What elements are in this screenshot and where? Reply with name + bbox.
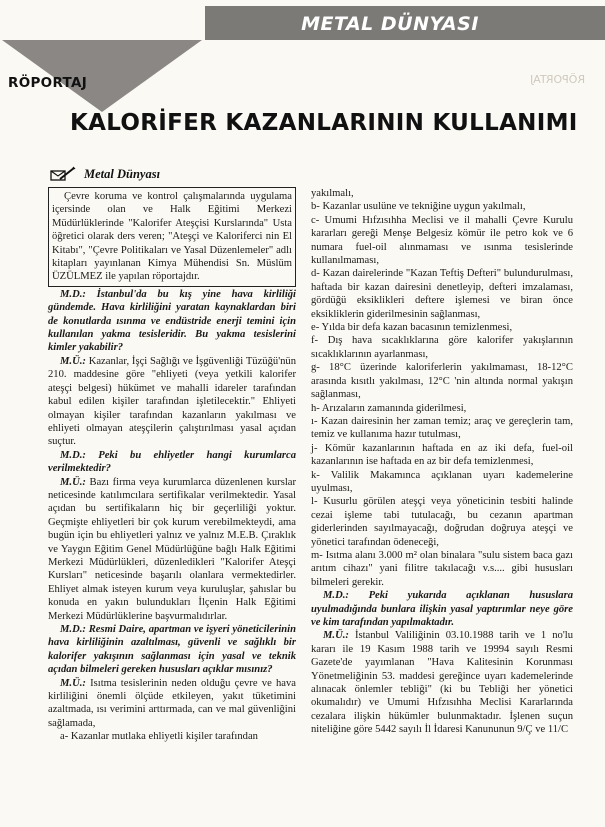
answer-speaker: M.Ü.: (60, 355, 86, 367)
list-item-a: a- Kazanlar mutlaka ehliyetli kişiler tarafından (60, 731, 258, 743)
list-item: b- Kazanlar usulüne ve tekniğine uygun yakılmalı, (311, 201, 526, 213)
answer-1-text: Kazanlar, İşçi Sağlığı ve İşgüvenliği Tüzüğü'nün 210. maddesine göre "ehliyeti (veya yetkili kalorifer ateşçi belgesi) hükümet ve mahalli idareler tarafından kabul edilen kişiler tarafından işletilecektir." Ehliyeti olmayan kişiler tarafından kazanların yakılması ve ehliyeti olmayan ateşçilerin çalıştırılması yasal açıdan suçtur. (48, 355, 296, 448)
left-column (48, 187, 296, 744)
right-column (311, 187, 573, 737)
list-item: g- 18°C üzerinde kaloriferlerin yakılmaması, 18-12°C arasında kısıtlı yakılması, 12°C 'nin altında normal yakışın sağlanması, (311, 362, 573, 401)
answer-speaker: M.Ü.: (60, 476, 86, 488)
intro-text: Çevre koruma ve kontrol çalışmalarında uygulama içersinde olan ve Halk Eğitimi Merkezi Müdürlüklerinde "Kalorifer Ateşçisi Kurslarında" Usta öğretici olarak ders veren; "Ateşçi ve Kaloriferci nin El Kitabı", "Çevre Politikaları ve Yasal Düzenlemeler" adlı kitapları yayınlanan Kimya Mühendisi Sn. Müslüm ÜZÜLMEZ ile yapılan röportajdır. (52, 191, 292, 283)
list-item: f- Dış hava sıcaklıklarına göre kalorifer yakışlarının sıcaklıklarının ayarlanması, (311, 335, 573, 360)
list-item-a-continued: yakılmalı, (311, 188, 354, 199)
list-item: l- Kusurlu görülen ateşçi veya yöneticinin tesbiti halinde cezai işleme tabi tutulacağı, bu cezanın apartman giderlerinden sayılmayacağı, doğrudan doğruya ateşçi ve yönetici tarafından ödeneceği, (311, 496, 573, 548)
show-through-rubric: RÖPORTAJ (530, 73, 586, 86)
list-item: j- Kömür kazanlarının haftada en az iki defa, fuel-oil kazanlarının ise haftada en az bir defa temizlenmesi, (311, 442, 573, 468)
list-item: d- Kazan dairelerinde "Kazan Teftiş Defteri" bulundurulması, haftada bir kazan dairesini denetleyip, defteri imzalaması, gördüğü eksiklikleri deftere işlemesi ve biran önce eksikliklerin giderilmesinin sağlanması, (311, 268, 573, 320)
answer-speaker: M.Ü.: (323, 630, 349, 642)
byline (50, 166, 160, 182)
answer-2-text: Bazı firma veya kurumlarca düzenlenen kurslar neticesinde katılımcılara sertifikalar verilmektedir. Yasal açıdan bu sertifikaların hiç bir geçerliliği yoktur. Geçmişte ehliyetleri bir çok kurum verebilmekteydi, ama bugün için bu ehliyetleri yalnız ve yalnız M.E.B. Çıraklık ve Yaygın Eğitim Genel Müdürlüğüne bağlı Halk Eğitimi Merkezi Müdürlükleri, düzenledikleri "Kalorifer Ateşçi Kursları" neticesinde başarılı olanlara vermektedirler. Ehliyet almak isteyen kurum veya kuruluşlar, şahıslar bu konuda en yakın bulundukları İlçenin Halk Eğitimi Merkezi Müdürlüklerine başvurmalıdırlar. (48, 476, 296, 622)
question-2: M.D.: Peki bu ehliyetler hangi kurumlarca verilmektedir? (48, 449, 296, 475)
answer-1 (48, 355, 296, 449)
list-item: e- Yılda bir defa kazan bacasının temizlenmesi, (311, 322, 513, 334)
pen-icon (50, 166, 76, 182)
list-item: m- Isıtma alanı 3.000 m² olan binalara "sulu sistem baca gazı arıtım cihazı" yani filitre takılacağı v.s.... gibi hususları bilmeleri gerekir. (311, 549, 573, 588)
list-item: ı- Kazan dairesinin her zaman temiz; araç ve gereçlerin tam, temiz ve kullanıma hazır tutulması, (311, 415, 573, 441)
intro-box (48, 187, 296, 287)
question-4: M.D.: Peki yukarıda açıklanan hususlara uyulmadığında bunlara ilişkin yasal yaptırımlar neye göre ve kim tarafından yapılmaktadır. (311, 590, 573, 628)
byline-text: Metal Dünyası (84, 166, 161, 181)
article-title: KALORİFER KAZANLARININ KULLANIMI (70, 110, 578, 136)
list-item: h- Arızaların zamanında giderilmesi, (311, 402, 467, 414)
rubric-label: RÖPORTAJ (8, 75, 88, 91)
answer-speaker: M.Ü.: (60, 677, 86, 689)
list-item: k- Valilik Makamınca açıklanan uyarı kademelerine uyulması, (311, 469, 573, 494)
question-1: M.D.: İstanbul'da bu kış yine hava kirliliği gündemde. Hava kirliliğini yaratan kaynaklardan biri de konutlarda ısınma ve endüstride enerji temini için kullanılan yakma tesisleridir. Bu yakma tesislerini kimler yakabilir? (48, 288, 296, 354)
answer-2 (48, 476, 296, 623)
answer-4 (311, 629, 573, 736)
answer-4-text: İstanbul Valiliğinin 03.10.1988 tarih ve 1 no'lu kararı ile 19 Kasım 1988 tarih ve 19994 sayılı Resmi Gazete'de yayımlanan "Hava Kalitesinin Korunması Yönetmeliğinin 53. maddesi gereğince uyarı kademelerinde alınacak önlemler tebliği" (ki bu Tebliği her yönetici okumalıdır) ve Umumi Hıfzısıhha Meclisi Kararlarında cezalara ilişkin hükümler bulunmaktadır. İşlenen suçun niteliğine göre 5442 sayılı İl İdaresi Kanununun 9/Ç ve 11/C (311, 630, 573, 736)
list-item: c- Umumi Hıfzısıhha Meclisi ve il mahalli Çevre Kurulu kararları gereği Menşe Belgesiz kömür ile petro kok ve 6 numara fuel-oil alınmaması ve ısınma tesislerinde kullanılmaması, (311, 214, 573, 267)
question-3: M.D.: Resmi Daire, apartman ve işyeri yöneticilerinin hava kirliliğinin azaltılması, güvenli ve sağlıklı bir kalorifer yakışının sağlanması için yasal ve teknik açıdan bilmeleri gereken hususları açıklar mısınız? (48, 624, 296, 676)
answer-3-text: Isıtma tesislerinin neden olduğu çevre ve hava kirliliğini önemli ölçüde etkileyen, yakıt tüketimini azaltmada, ısı verimini arttırmada, can ve mal güvenliğini sağlamada, (48, 677, 296, 729)
section-title: METAL DÜNYASI (301, 13, 479, 35)
answer-3 (48, 677, 296, 731)
